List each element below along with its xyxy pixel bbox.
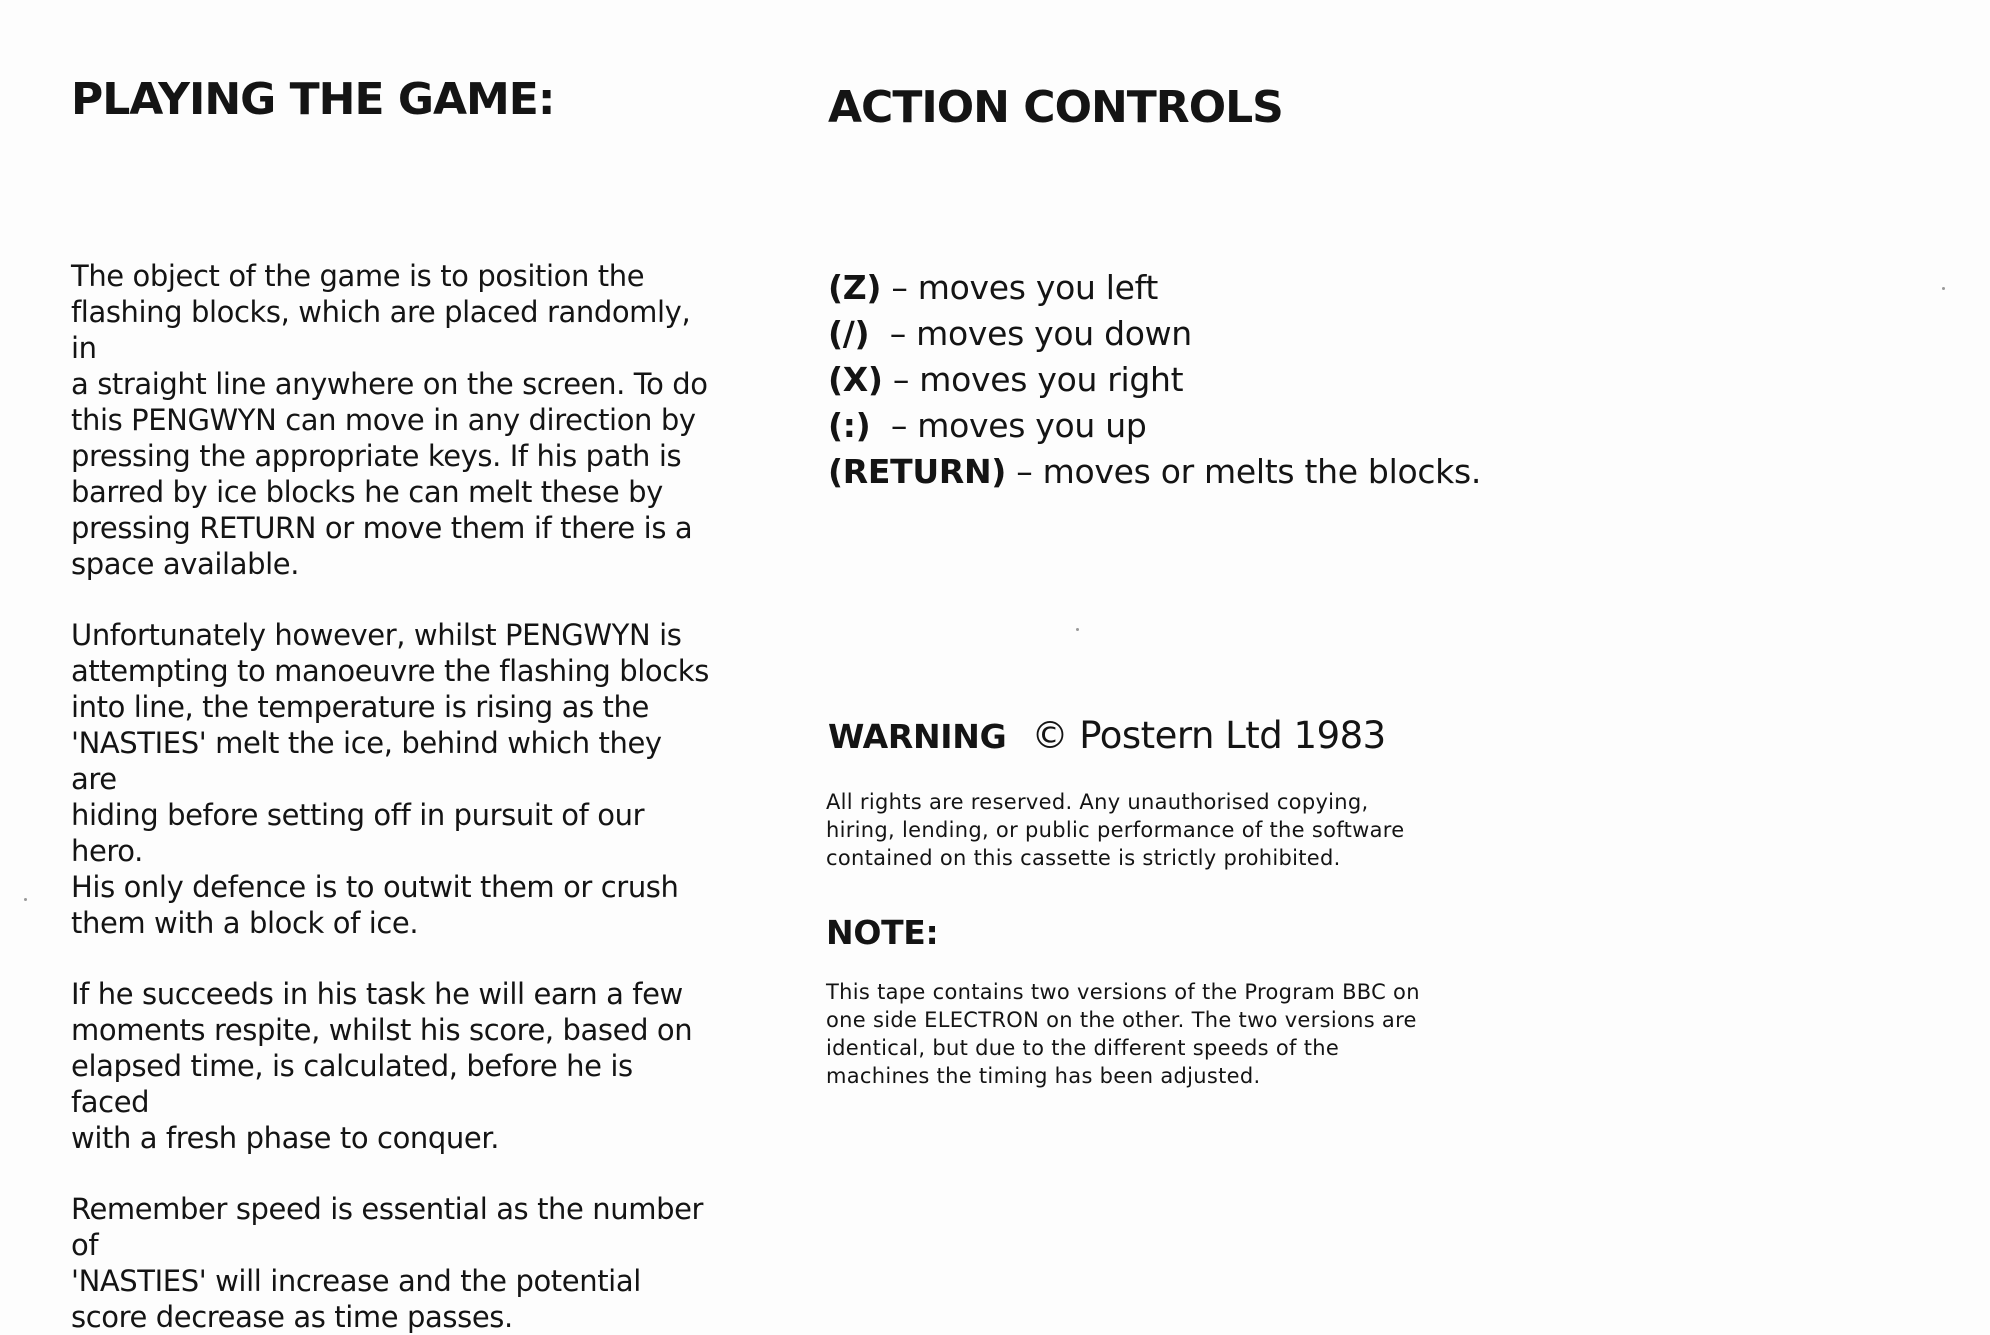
control-description: – moves you down [869,314,1192,353]
control-item-return [828,449,1508,495]
text-line: The object of the game is to position the [71,259,645,293]
control-key: (/) [828,314,870,353]
text-line: His only defence is to outwit them or crush [71,870,679,904]
controls-heading: ACTION CONTROLS [828,82,1283,133]
text-line: identical, but due to the different speeds of the [826,1036,1340,1060]
text-line: into line, the temperature is rising as the [71,690,649,724]
control-description: – moves you left [881,268,1159,307]
warning-row [828,714,1386,757]
control-description: – moves or melts the blocks. [1006,452,1482,491]
text-line: hiring, lending, or public performance of the software [826,818,1405,842]
text-line: one side ELECTRON on the other. The two versions are [826,1008,1417,1032]
text-line: Remember speed is essential as the number of [71,1192,704,1262]
text-line: 'NASTIES' will increase and the potential [71,1264,641,1298]
text-line: barred by ice blocks he can melt these by [71,475,663,509]
text-line: a straight line anywhere on the screen. To do [71,367,708,401]
text-line: them with a block of ice. [71,906,419,940]
scan-speck [1942,287,1945,290]
control-item-up [828,403,1508,449]
text-line: score decrease as time passes. [71,1300,513,1334]
warning-label: WARNING [828,717,1007,756]
text-line: Unfortunately however, whilst PENGWYN is [71,618,682,652]
text-line: space available. [71,547,300,581]
text-line: 'NASTIES' melt the ice, behind which they are [71,726,662,796]
control-description: – moves you right [882,360,1184,399]
text-line: contained on this cassette is strictly prohibited. [826,846,1341,870]
text-line: pressing RETURN or move them if there is a [71,511,693,545]
text-line: This tape contains two versions of the Program BBC on [826,980,1420,1004]
control-key: (RETURN) [828,452,1007,491]
text-line: moments respite, whilst his score, based on [71,1013,693,1047]
controls-section [828,76,1508,511]
note-heading: NOTE: [826,913,939,952]
text-line: pressing the appropriate keys. If his path is [71,439,682,473]
paragraph-3 [71,976,711,1156]
note-text [826,978,1466,1090]
rights-text [826,788,1466,872]
copyright-notice: © Postern Ltd 1983 [1031,714,1386,757]
text-line: All rights are reserved. Any unauthorised copying, [826,790,1369,814]
scan-speck [1076,628,1079,631]
scan-speck [24,898,27,901]
control-item-down [828,311,1508,357]
playing-body [71,258,711,1335]
control-key: (:) [828,406,871,445]
playing-section [71,68,711,1335]
control-item-right [828,357,1508,403]
paragraph-1 [71,258,711,582]
paragraph-4 [71,1191,711,1335]
playing-heading: PLAYING THE GAME: [71,74,555,125]
paragraph-2 [71,617,711,941]
text-line: machines the timing has been adjusted. [826,1064,1261,1088]
control-description: – moves you up [870,406,1147,445]
text-line: attempting to manoeuvre the flashing blocks [71,654,709,688]
controls-list [828,265,1508,495]
text-line: If he succeeds in his task he will earn a few [71,977,683,1011]
text-line: hiding before setting off in pursuit of our hero. [71,798,645,868]
text-line: flashing blocks, which are placed randomly, in [71,295,691,365]
control-item-left [828,265,1508,311]
control-key: (X) [828,360,883,399]
text-line: elapsed time, is calculated, before he is faced [71,1049,633,1119]
text-line: with a fresh phase to conquer. [71,1121,500,1155]
control-key: (Z) [828,268,882,307]
text-line: this PENGWYN can move in any direction by [71,403,696,437]
